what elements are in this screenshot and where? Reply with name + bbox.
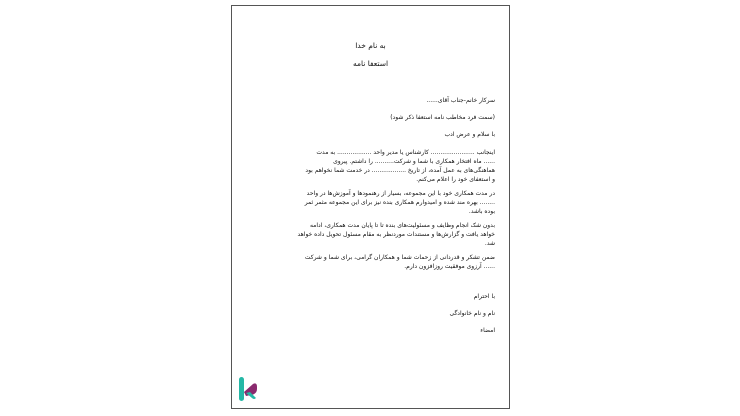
greeting: با سلام و عرض ادب [444,131,495,138]
paragraph-line: ضمن تشکر و قدردانی از زحمات شما و همکاران گرامی، برای شما و شرکت [304,254,495,261]
paragraph-3 [270,221,495,248]
paragraph-4 [270,253,495,271]
signature-line: امضاء [480,327,495,334]
paragraph-line: ...... ماه افتخار همکاری با شما و شرکت.......... را داشتم. پیروی [333,158,495,165]
paragraph-line: ...... آرزوی موفقیت روزافزون دارم. [404,263,495,270]
letter-page [231,5,510,409]
letter-body [270,96,495,335]
k-brand-logo-icon [238,376,260,402]
paragraph-line: شد. [484,240,495,247]
paragraph-line: و استعفای خود را اعلام می‌کنم. [416,176,495,183]
paragraph-1 [270,148,495,184]
paragraph-2 [270,189,495,216]
paragraph-line: بدون شک انجام وظایف و مسئولیت‌های بنده تا تا پایان مدت همکاری، ادامه [309,222,495,229]
paragraph-line: ........ بهره مند شده و امیدوارم همکاری بنده نیز برای این مجموعه مثمر ثمر [304,199,495,206]
addressee-note: (سمت فرد مخاطب نامه استعفا ذکر شود) [390,114,495,121]
letter-heading: به نام خدا [355,41,386,50]
paragraph-line: اینجانب ....................... کارشناس یا مدیر واحد .................. به مدت [316,149,495,156]
logo-stem [239,377,244,401]
name-line: نام و نام خانوادگی [449,310,495,317]
closing: با احترام [473,293,495,300]
paragraph-line: بوده باشد. [468,208,495,215]
paragraph-line: خواهد یافت و گزارش‌ها و مستندات موردنظر به مقام مسئول تحویل داده خواهد [297,231,495,238]
paragraph-line: هماهنگی‌های به عمل آمده، از تاریخ .................. در خدمت شما نخواهم بود [305,167,495,174]
letter-title: استعفا نامه [352,59,389,68]
paragraph-line: در مدت همکاری خود با این مجموعه، بسیار از رهنمودها و آموزش‌ها در واحد [306,190,495,197]
salutation: سرکار خانم-جناب آقای...... [426,97,495,104]
